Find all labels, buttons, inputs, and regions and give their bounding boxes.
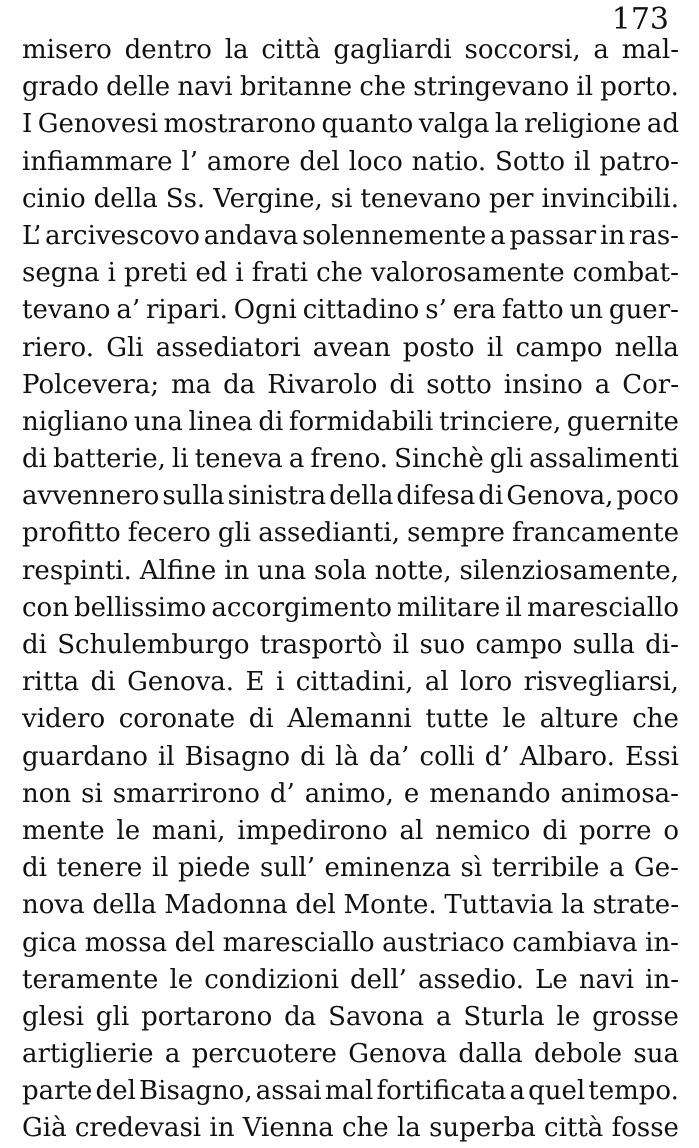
text-line: guardano il Bisagno di là da’ colli d’ Albaro. Essi [22,741,679,772]
text-line: misero dentro la città gagliardi soccorsi, a mal- [22,35,679,65]
text-line: mente le mani, impedirono al nemico di porre o [22,815,679,846]
text-line: tevano a’ ripari. Ogni cittadino s’ era fatto un guer- [22,295,679,326]
text-line: segna i preti ed i frati che valorosamente combat- [22,258,679,289]
text-line: teramente le condizioni dell’ assedio. Le navi in- [22,964,679,995]
text-line: di batterie, li teneva a freno. Sinchè gli assalimenti [22,444,679,475]
text-line: Già credevasi in Vienna che la superba città fosse [22,1113,679,1144]
text-line: nova della Madonna del Monte. Tuttavia la strate- [22,890,679,921]
text-line: avvennero sulla sinistra della difesa di Genova, poco [22,481,679,512]
text-line: ritta di Genova. E i cittadini, al loro risvegliarsi, [22,667,679,698]
text-line: Polcevera; ma da Rivarolo di sotto insino a Cor- [22,369,679,400]
text-line: gica mossa del maresciallo austriaco cambiava in- [22,927,679,958]
text-line: di Schulemburgo trasportò il suo campo sulla di- [22,630,679,660]
text-line: respinti. Alfine in una sola notte, silenziosamente, [22,555,679,586]
text-line: grado delle navi britanne che stringevano il porto. [22,72,679,103]
text-line: glesi gli portarono da Savona a Sturla le grosse [22,1001,679,1032]
text-line: riero. Gli assediatori avean posto il campo nella [22,332,679,363]
text-line: artiglierie a percuotere Genova dalla debole sua [22,1039,679,1070]
text-line: parte del Bisagno, assai mal fortificata a quel tempo. [22,1076,679,1107]
page-number: 173 [611,2,669,37]
body-text [22,32,679,1148]
text-line: con bellissimo accorgimento militare il maresciallo [22,592,679,623]
text-line: profitto fecero gli assedianti, sempre francamente [22,518,679,549]
text-line: cinio della Ss. Vergine, si tenevano per invincibili. [22,183,679,214]
text-line: infiammare l’ amore del loco natio. Sotto il patro- [22,146,679,177]
text-line: non si smarrirono d’ animo, e menando animosa- [22,778,679,809]
text-line: di tenere il piede sull’ eminenza sì terribile a Ge- [22,853,679,884]
text-line: I Genovesi mostrarono quanto valga la religione ad [22,109,679,140]
text-line: nigliano una linea di formidabili trinciere, guernite [22,406,679,437]
text-line: L’ arcivescovo andava solennemente a passar in ras- [22,220,679,251]
text-line: videro coronate di Alemanni tutte le alture che [22,704,679,735]
